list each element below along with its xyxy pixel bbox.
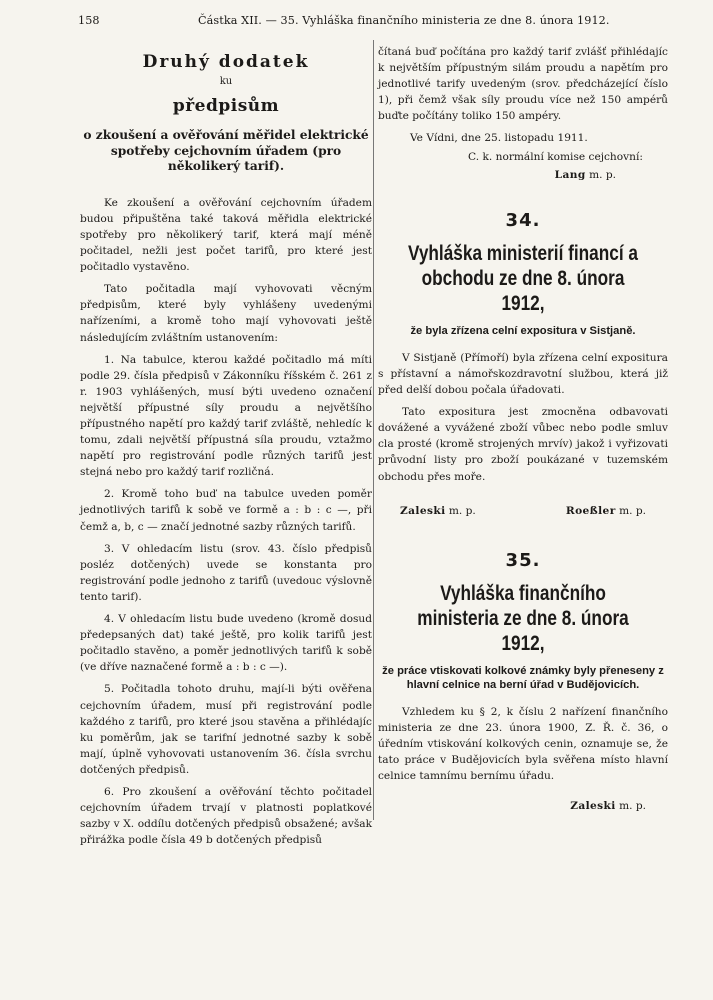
section-heading: Vyhláška ministerií financí a obchodu ze dne 8. února 1912, — [407, 241, 639, 315]
running-title: Částka XII. — 35. Vyhláška finančního ministeria ze dne 8. února 1912. — [198, 14, 610, 27]
signature-suffix: m. p. — [448, 504, 476, 517]
section-subheading: že byla zřízena celní expositura v Sistjaně. — [410, 324, 636, 337]
left-column — [80, 46, 372, 848]
commission-name: C. k. normální komise cejchovní: — [468, 150, 643, 163]
paragraph: Vzhledem ku § 2, k číslu 2 nařízení finančního ministeria ze dne 23. února 1900, Z. Ř. č. 36, o úředním vtiskování kolkových cenin, oznamuje se, že tato práce v Budějovicích byla svěřena místo hlavní celnice tamnímu bernímu úřadu. — [378, 705, 668, 783]
paragraph: V Sistjaně (Přímoří) byla zřízena celní expositura s přístavní a námořskozdravotní službou, která již před delší dobou počala úřadovati. — [378, 351, 668, 397]
supplement-description: o zkoušení a ověřování měřidel elektrické spotřeby cejchovním úřadem (pro několikerý tarif). — [83, 128, 369, 174]
signature-suffix: m. p. — [589, 168, 616, 181]
paragraph: 6. Pro zkoušení a ověřování těchto počitadel cejchovním úřadem trvají v platnosti poplatkové sazby v X. oddílu dotčených předpisů obsažené; avšak přirážka podle čísla 49 b dotčených předpisů — [80, 785, 372, 847]
signature-name: Roeßler — [565, 504, 616, 517]
page-number: 158 — [78, 14, 100, 27]
section-number: 35. — [505, 549, 541, 571]
signature-block — [378, 798, 668, 814]
signature-block — [378, 167, 668, 183]
signature-name: Lang — [554, 168, 586, 181]
signature-name: Zaleski — [570, 800, 616, 813]
section-subheading: že práce vtiskovati kolkové známky byly přeneseny z hlavní celnice na berní úřad v Budějovicích. — [382, 664, 664, 691]
supplement-subtitle: předpisům — [172, 96, 280, 117]
right-column — [378, 44, 668, 814]
section-number: 34. — [505, 209, 541, 231]
paragraph: 5. Počitadla tohoto druhu, mají-li býti ověřena cejchovním úřadem, musí při registrování podle každého z tarifů, pro které jsou stavěna a přihlédajíc ku poměrům, jak se tarifní jednotné sazby k sobě mají, úplně vyhovovati ustanovením 36. čísla svrchu dotčených předpisů. — [80, 683, 372, 776]
signature-name: Zaleski — [400, 504, 446, 517]
paragraph: 1. Na tabulce, kterou každé počitadlo má míti podle 29. čísla předpisů v Zákonníku říšském č. 261 z r. 1903 vyhlášených, musí býti uvedeno označení největší přípustné síly proudu a největšího přípustného napětí pro každý tarif zvláště, nehledíc k tomu, zdali největší přípustná síla proudu, vztažmo napětí pro registrování podle různých tarifů jest stejná nebo pro každý tarif rozličná. — [80, 353, 372, 479]
signature-right — [566, 503, 646, 519]
signature-left — [400, 503, 476, 519]
paragraph: 3. V ohledacím listu (srov. 43. číslo předpisů posléz dotčených) uvede se konstanta pro registrování podle jednoho z tarifů (uvedouc výslovně tento tarif). — [80, 542, 372, 603]
continued-paragraph: čítaná buď počítána pro každý tarif zvlášť přihlédajíc k největším přípustným silám proudu a napětím pro jednotlivé tarify uvedeným (srov. předcházející číslo 1), při čemž však síly proudu více než 150 ampérů buďte počítány toliko 150 ampéry. — [378, 46, 668, 123]
column-divider — [373, 40, 374, 820]
paragraph: Tato počitadla mají vyhovovati věcným předpisům, které byly vyhlášeny uvedenými nařízeními, a kromě toho mají vyhovovati ještě následujícím zvláštním ustanovením: — [80, 283, 372, 344]
place-date: Ve Vídni, dne 25. listopadu 1911. — [410, 132, 588, 145]
supplement-ku: ku — [219, 76, 233, 88]
paragraph: Ke zkoušení a ověřování cejchovním úřadem budou připuštěna také taková měřidla elektrické spotřeby pro několikerý tarif, která mají méně počitadel, nežli jest počet tarifů, pro které jest počitadlo vystavěno. — [80, 196, 372, 274]
paragraph: 2. Kromě toho buď na tabulce uveden poměr jednotlivých tarifů k sobě ve formě a : b : c —, při čemž a, b, c — značí jednotné sazby různých tarifů. — [80, 488, 372, 533]
signature-row — [378, 503, 668, 521]
paragraph: Tato expositura jest zmocněna odbavovati dovážené a vyvážené zboží vůbec nebo podle smluv cla prosté (kromě strojených mrvív) jakož i vyřizovati průvodní listy pro zboží poukázané v tuzemském obchodu přes moře. — [378, 406, 668, 483]
signature-suffix: m. p. — [619, 504, 646, 517]
supplement-title: Druhý dodatek — [142, 52, 310, 72]
paragraph: 4. V ohledacím listu bude uvedeno (kromě dosud předepsaných dat) také ještě, pro kolik tarifů jest počitadlo stavěno, a poměr jednotlivých tarifů k sobě (ve dříve naznačené formě a : b : c —). — [80, 613, 372, 674]
section-heading: Vyhláška finančního ministeria ze dne 8. února 1912, — [417, 581, 629, 655]
signature-suffix: m. p. — [619, 800, 646, 813]
